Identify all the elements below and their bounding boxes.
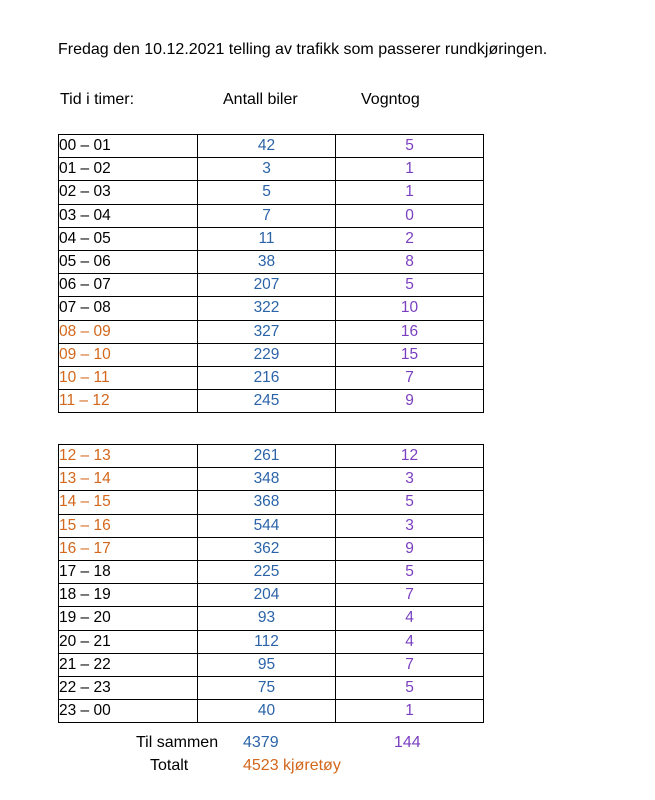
table-row	[59, 227, 484, 250]
trucks-cell: 5	[336, 676, 484, 699]
table-row	[59, 653, 484, 676]
time-cell: 05 – 06	[59, 250, 198, 273]
table-row	[59, 537, 484, 560]
header-trucks: Vogntog	[361, 91, 420, 108]
trucks-cell: 12	[336, 445, 484, 468]
time-cell: 13 – 14	[59, 468, 198, 491]
cars-cell: 245	[198, 390, 336, 413]
trucks-cell: 4	[336, 630, 484, 653]
sum-cars-total: 4379	[243, 734, 279, 751]
trucks-cell: 7	[336, 653, 484, 676]
time-cell: 01 – 02	[59, 158, 198, 181]
total-label: Totalt	[150, 757, 189, 774]
trucks-cell: 5	[336, 135, 484, 158]
table-row	[59, 491, 484, 514]
cars-cell: 5	[198, 181, 336, 204]
cars-cell: 327	[198, 320, 336, 343]
trucks-cell: 3	[336, 514, 484, 537]
cars-cell: 368	[198, 491, 336, 514]
table-row	[59, 468, 484, 491]
cars-cell: 75	[198, 676, 336, 699]
table-row	[59, 560, 484, 583]
time-cell: 08 – 09	[59, 320, 198, 343]
table-row	[59, 607, 484, 630]
table-row	[59, 250, 484, 273]
table-row	[59, 366, 484, 389]
table-row	[59, 700, 484, 723]
time-cell: 22 – 23	[59, 676, 198, 699]
trucks-cell: 3	[336, 468, 484, 491]
cars-cell: 348	[198, 468, 336, 491]
table-row	[59, 135, 484, 158]
table-afternoon	[58, 444, 484, 723]
time-cell: 17 – 18	[59, 560, 198, 583]
table-row	[59, 584, 484, 607]
cars-cell: 225	[198, 560, 336, 583]
time-cell: 15 – 16	[59, 514, 198, 537]
trucks-cell: 10	[336, 297, 484, 320]
cars-cell: 204	[198, 584, 336, 607]
time-cell: 20 – 21	[59, 630, 198, 653]
table-row	[59, 676, 484, 699]
header-cars: Antall biler	[223, 91, 298, 108]
time-cell: 12 – 13	[59, 445, 198, 468]
time-cell: 04 – 05	[59, 227, 198, 250]
cars-cell: 261	[198, 445, 336, 468]
trucks-cell: 5	[336, 274, 484, 297]
cars-cell: 216	[198, 366, 336, 389]
header-time: Tid i timer:	[60, 91, 135, 108]
page-title: Fredag den 10.12.2021 telling av trafikk som passerer rundkjøringen.	[58, 41, 548, 58]
table-morning	[58, 134, 484, 413]
trucks-cell: 1	[336, 700, 484, 723]
table-morning-body	[59, 135, 484, 413]
cars-cell: 322	[198, 297, 336, 320]
cars-cell: 42	[198, 135, 336, 158]
cars-cell: 229	[198, 343, 336, 366]
trucks-cell: 15	[336, 343, 484, 366]
total-value: 4523 kjøretøy	[243, 757, 341, 774]
table-row	[59, 297, 484, 320]
table-row	[59, 390, 484, 413]
cars-cell: 40	[198, 700, 336, 723]
cars-cell: 11	[198, 227, 336, 250]
time-cell: 06 – 07	[59, 274, 198, 297]
trucks-cell: 4	[336, 607, 484, 630]
time-cell: 07 – 08	[59, 297, 198, 320]
trucks-cell: 16	[336, 320, 484, 343]
table-afternoon-body	[59, 445, 484, 723]
time-cell: 23 – 00	[59, 700, 198, 723]
cars-cell: 112	[198, 630, 336, 653]
trucks-cell: 0	[336, 204, 484, 227]
cars-cell: 544	[198, 514, 336, 537]
cars-cell: 38	[198, 250, 336, 273]
trucks-cell: 2	[336, 227, 484, 250]
time-cell: 10 – 11	[59, 366, 198, 389]
table-row	[59, 181, 484, 204]
cars-cell: 95	[198, 653, 336, 676]
table-row	[59, 158, 484, 181]
time-cell: 19 – 20	[59, 607, 198, 630]
trucks-cell: 8	[336, 250, 484, 273]
table-row	[59, 445, 484, 468]
cars-cell: 93	[198, 607, 336, 630]
table-row	[59, 514, 484, 537]
time-cell: 00 – 01	[59, 135, 198, 158]
trucks-cell: 5	[336, 560, 484, 583]
table-row	[59, 320, 484, 343]
cars-cell: 7	[198, 204, 336, 227]
time-cell: 09 – 10	[59, 343, 198, 366]
trucks-cell: 1	[336, 158, 484, 181]
trucks-cell: 9	[336, 390, 484, 413]
time-cell: 03 – 04	[59, 204, 198, 227]
cars-cell: 3	[198, 158, 336, 181]
cars-cell: 362	[198, 537, 336, 560]
sum-label: Til sammen	[136, 734, 219, 751]
time-cell: 18 – 19	[59, 584, 198, 607]
trucks-cell: 5	[336, 491, 484, 514]
table-row	[59, 274, 484, 297]
trucks-cell: 9	[336, 537, 484, 560]
table-row	[59, 343, 484, 366]
sum-trucks-total: 144	[394, 734, 421, 751]
time-cell: 02 – 03	[59, 181, 198, 204]
trucks-cell: 1	[336, 181, 484, 204]
time-cell: 14 – 15	[59, 491, 198, 514]
trucks-cell: 7	[336, 366, 484, 389]
cars-cell: 207	[198, 274, 336, 297]
time-cell: 16 – 17	[59, 537, 198, 560]
time-cell: 21 – 22	[59, 653, 198, 676]
table-row	[59, 630, 484, 653]
trucks-cell: 7	[336, 584, 484, 607]
time-cell: 11 – 12	[59, 390, 198, 413]
table-row	[59, 204, 484, 227]
